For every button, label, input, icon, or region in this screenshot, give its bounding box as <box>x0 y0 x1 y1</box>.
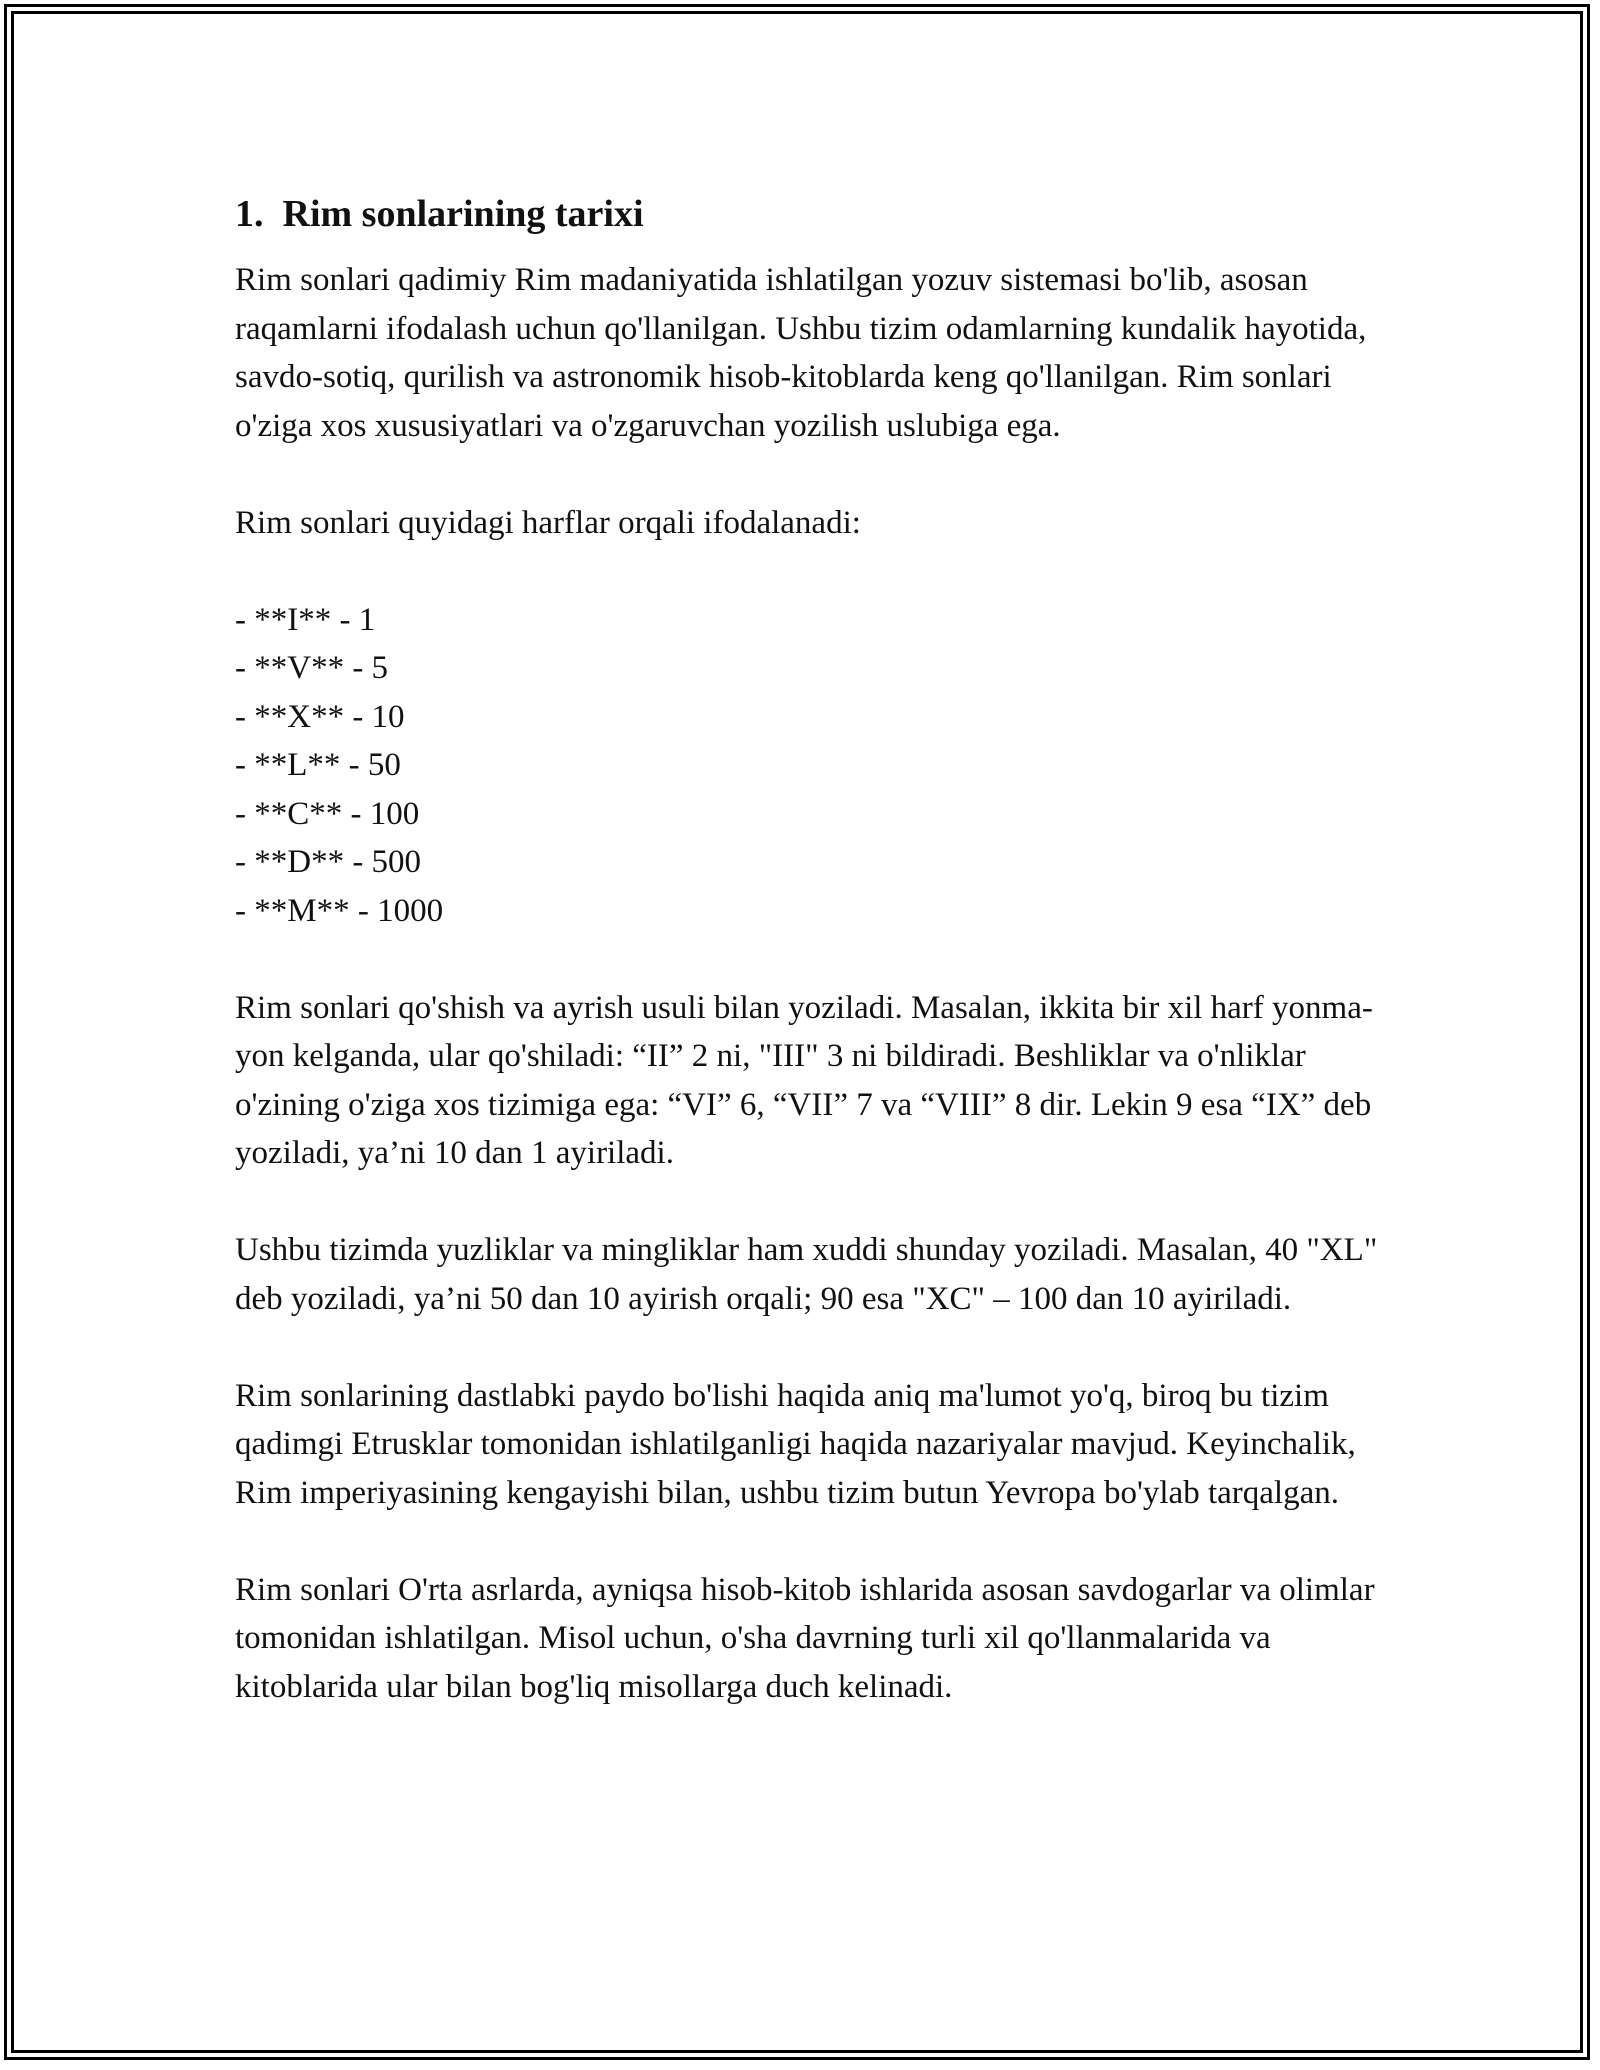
list-item: - **I** - 1 <box>235 601 376 638</box>
list-item: - **L** - 50 <box>235 747 401 783</box>
origin-paragraph: Rim sonlarining dastlabki paydo bo'lishi haqida aniq ma'lumot yo'q, biroq bu tizim qadimgi Etrusklar tomonidan ishlatilganligi haqida nazariyalar mavjud. Keyinchalik, Rim imperiyasining kengayishi bilan, ushbu tizim butun Yevropa bo'ylab tarqalgan. <box>235 1377 1356 1511</box>
list-item: - **C** - 100 <box>235 795 420 832</box>
numeral-list <box>235 596 1385 936</box>
intro-paragraph: Rim sonlari qadimiy Rim madaniyatida ishlatilgan yozuv sistemasi bo'lib, asosan raqamlarni ifodalash uchun qo'llanilgan. Ushbu tizim odamlarning kundalik hayotida, savdo-sotiq, qurilish va astronomik hisob-kitoblarda keng qo'llanilgan. Rim sonlari o'ziga xos xususiyatlari va o'zgaruvchan yozilish uslubiga ega. <box>235 262 1367 444</box>
middle-ages-paragraph: Rim sonlari O'rta asrlarda, ayniqsa hisob-kitob ishlarida asosan savdogarlar va olimlar tomonidan ishlatilgan. Misol uchun, o'sha davrning turli xil qo'llanmalarida va kitoblarida ular bilan bog'liq misollarga duch kelinadi. <box>235 1571 1375 1705</box>
list-item: - **V** - 5 <box>235 650 389 686</box>
list-item: - **M** - 1000 <box>235 892 444 929</box>
document-body <box>235 186 1385 1760</box>
list-item: - **D** - 500 <box>235 844 422 880</box>
list-item: - **X** - 10 <box>235 698 405 735</box>
addition-subtraction-paragraph: Rim sonlari qo'shish va ayrish usuli bilan yoziladi. Masalan, ikkita bir xil harf yonma-yon kelganda, ular qo'shiladi: “II” 2 ni, "III" 3 ni bildiradi. Beshliklar va o'nliklar o'zining o'ziga xos tizimiga ega: “VI” 6, “VII” 7 va “VIII” 8 dir. Lekin 9 esa “IX” deb yoziladi, ya’ni 10 dan 1 ayiriladi. <box>235 989 1373 1171</box>
letters-intro-paragraph: Rim sonlari quyidagi harflar orqali ifodalanadi: <box>235 504 861 541</box>
hundreds-thousands-paragraph: Ushbu tizimda yuzliklar va mingliklar ham xuddi shunday yoziladi. Masalan, 40 "XL" deb yoziladi, ya’ni 50 dan 10 ayirish orqali; 90 esa "XC" – 100 dan 10 ayiriladi. <box>235 1232 1378 1317</box>
section-heading: 1. Rim sonlarining tarixi <box>235 193 644 235</box>
